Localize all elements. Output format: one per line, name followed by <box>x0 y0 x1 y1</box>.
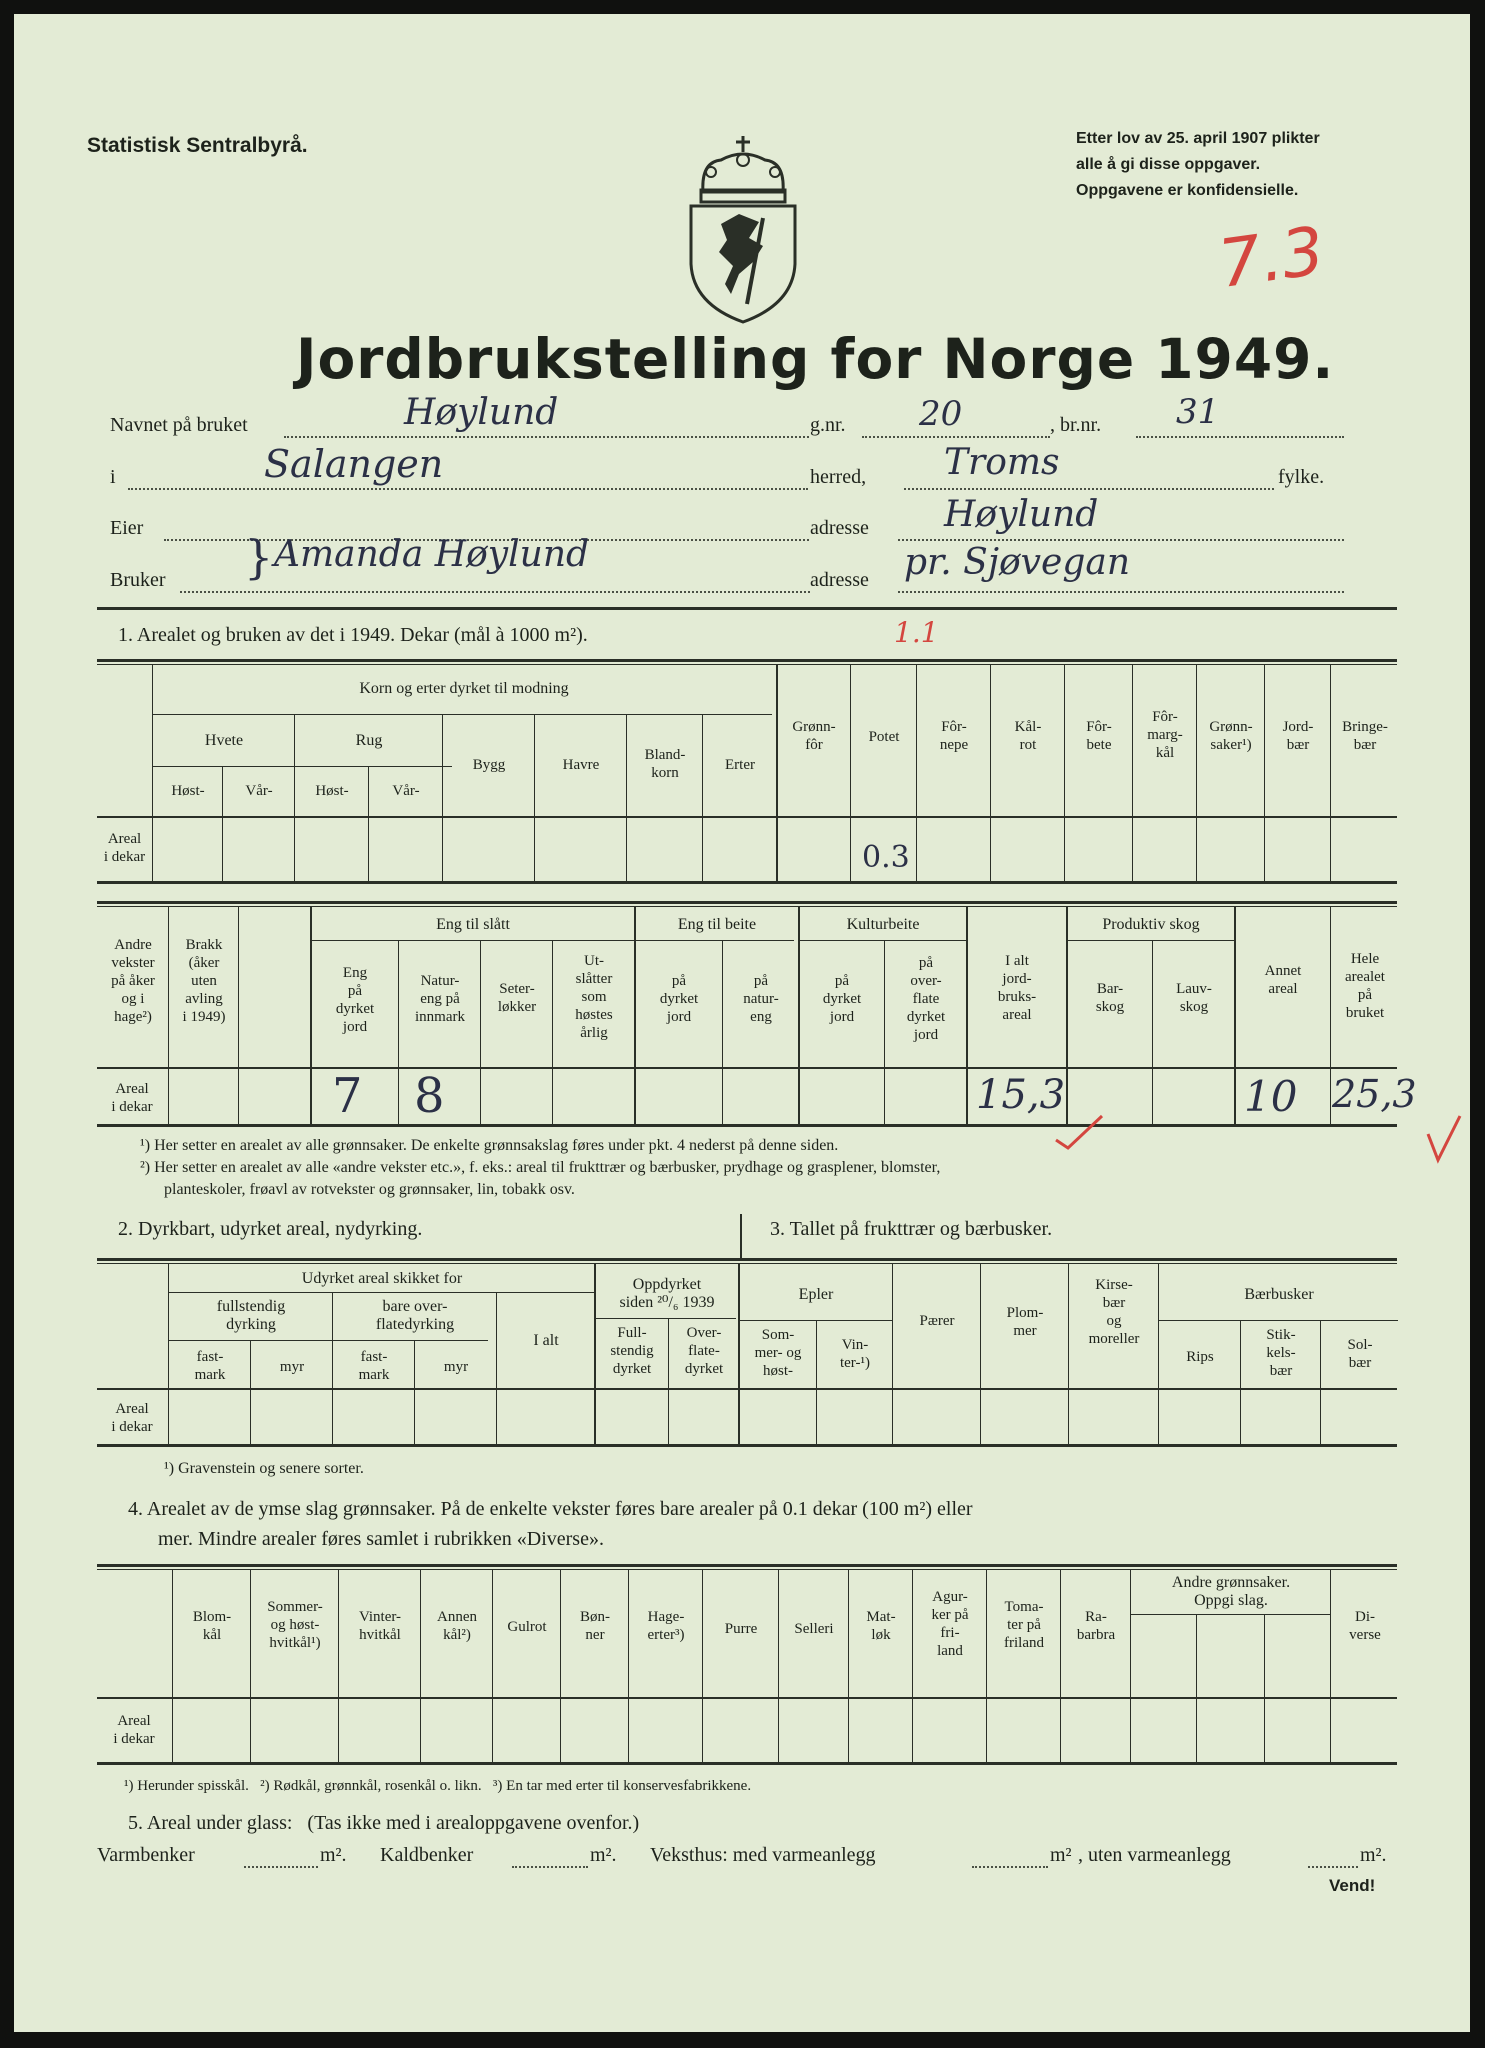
col-bygg: Bygg <box>472 757 506 773</box>
col-i-alt: I alt jord- bruks- areal <box>997 953 1037 1023</box>
col-korn-group: Korn og erter dyrket til modning <box>359 680 569 697</box>
col-jordbaer: Jord- bær <box>1282 719 1314 753</box>
col-rug-var: Vår- <box>392 783 420 799</box>
footnote-section2: ¹) Gravenstein og senere sorter. <box>164 1460 364 1477</box>
row-label-2: Areal i dekar <box>111 1401 153 1435</box>
municipality-value[interactable]: Salangen <box>264 442 444 486</box>
col-gronnfor: Grønn- fôr <box>792 719 836 753</box>
col-bringebaer: Bringe- bær <box>1342 719 1388 753</box>
varmbenker-line[interactable] <box>244 1866 318 1868</box>
kaldbenker-unit: m². <box>590 1844 617 1866</box>
veksthus-label: Veksthus: med varmeanlegg <box>650 1844 876 1866</box>
form-sheet <box>14 14 1470 2032</box>
col-eng-slatt: Eng til slått <box>436 916 510 933</box>
col-erter: Erter <box>725 757 755 773</box>
in-label: i <box>110 466 116 488</box>
col-blomkal: Blom- kål <box>192 1609 232 1643</box>
check-icon <box>1054 1110 1104 1150</box>
potet-value[interactable]: 0.3 <box>862 840 910 875</box>
kaldbenker-line[interactable] <box>512 1866 588 1868</box>
hele-value[interactable]: 25,3 <box>1332 1072 1417 1116</box>
col-rips: Rips <box>1186 1349 1214 1365</box>
form-title: Jordbrukstelling for Norge 1949. <box>296 327 1335 391</box>
section4-heading-2: mer. Mindre arealer føres samlet i rubrikken «Diverse». <box>158 1528 604 1550</box>
col-annet: Annet areal <box>1264 963 1302 997</box>
col-eng-dyrket: Eng på dyrket jord <box>335 965 375 1035</box>
section1-heading: 1. Arealet og bruken av det i 1949. Dekar (mål à 1000 m²). <box>118 624 588 646</box>
footnote-1: ¹) Her setter en arealet av alle grønnsaker. De enkelte grønnsakslag føres under pkt. 4 nederst på denne siden. <box>140 1137 839 1154</box>
col-barskog: Bar- skog <box>1095 981 1125 1015</box>
col-fornepe: Fôr- nepe <box>939 719 969 753</box>
col-rabarbra: Ra- barbra <box>1076 1609 1116 1643</box>
section2-heading: 2. Dyrkbart, udyrket areal, nydyrking. <box>118 1218 423 1240</box>
col-plommer: Plom- mer <box>1006 1305 1044 1339</box>
legal-line-1: Etter lov av 25. april 1907 plikter <box>1076 130 1320 147</box>
col-hele: Hele arealet på bruket <box>1345 951 1385 1021</box>
eng-dyrket-value[interactable]: 7 <box>332 1068 363 1124</box>
col-andre-gronnsaker: Andre grønnsaker. Oppgi slag. <box>1171 1574 1291 1609</box>
divider <box>740 1214 742 1258</box>
col-rug-host: Høst- <box>315 783 349 799</box>
col-brakk: Brakk (åker uten avling i 1949) <box>182 937 226 1025</box>
brnr-value[interactable]: 31 <box>1176 392 1220 432</box>
row-label-a: Areal i dekar <box>103 831 146 865</box>
norwegian-coat-of-arms-icon <box>681 134 805 324</box>
col-produktiv-skog: Produktiv skog <box>1102 916 1200 933</box>
footnote-2: ²) Her setter en arealet av alle «andre vekster etc.», f. eks.: areal til frukttrær og bærbusker, prydhage og grasplener, blomster, <box>140 1159 941 1176</box>
col-forbete: Fôr- bete <box>1086 719 1112 753</box>
col-havre: Havre <box>562 757 600 773</box>
brnr-line <box>1136 436 1344 438</box>
col-vinter: Vin- ter-¹) <box>839 1337 870 1371</box>
publisher: Statistisk Sentralbyrå. <box>87 134 308 157</box>
col-bonner: Bøn- ner <box>580 1609 610 1643</box>
varmbenker-unit: m². <box>320 1844 347 1866</box>
col-selleri: Selleri <box>794 1621 834 1637</box>
coat-of-arms <box>681 134 805 324</box>
i-alt-value[interactable]: 15,3 <box>976 1072 1066 1118</box>
col-overflate-dyrket: Over- flate- dyrket <box>684 1325 724 1377</box>
footnote-2b: planteskoler, frøavl av rotvekster og grønnsaker, lin, tobakk osv. <box>164 1181 575 1198</box>
col-purre: Purre <box>724 1621 758 1637</box>
vend-label: Vend! <box>1329 1876 1376 1895</box>
row-label-b: Areal i dekar <box>111 1081 153 1115</box>
gnr-line <box>862 436 1050 438</box>
owner-address-value[interactable]: Høylund <box>944 494 1099 535</box>
farm-name-line <box>284 436 809 438</box>
col-blandkorn: Bland- korn <box>644 747 686 781</box>
section5-heading: 5. Areal under glass: (Tas ikke med i arealoppgavene ovenfor.) <box>128 1812 640 1834</box>
herred-label: herred, <box>810 466 867 488</box>
col-sommer: Som- mer- og høst- <box>754 1327 802 1379</box>
varmbenker-label: Varmbenker <box>97 1844 195 1866</box>
margin-note: 7.3 <box>1214 212 1329 303</box>
user-line <box>180 591 810 593</box>
col-beite-dyrket: på dyrket jord <box>659 973 699 1025</box>
gnr-value[interactable]: 20 <box>919 394 963 434</box>
col-lauvskog: Lauv- skog <box>1176 981 1212 1015</box>
col-agurker: Agur- ker på fri- land <box>931 1589 969 1659</box>
fylke-label: fylke. <box>1278 466 1325 488</box>
col-formargkal: Fôr- marg- kål <box>1147 709 1183 761</box>
col-oppdyrket: Oppdyrket siden ²⁰/₆ 1939 <box>619 1276 715 1311</box>
col-eng-beite: Eng til beite <box>677 916 757 933</box>
col-hvete-host: Høst- <box>171 783 205 799</box>
col-beite-natur: på natur- eng <box>743 973 779 1025</box>
veksthus-unit: m² <box>1050 1844 1072 1866</box>
user-address-value[interactable]: pr. Sjøvegan <box>904 542 1131 583</box>
col-paerer: Pærer <box>919 1313 955 1329</box>
col-kirsebaer: Kirse- bær og moreller <box>1088 1277 1140 1347</box>
col-fastmark-1: fast- mark <box>194 1349 226 1383</box>
gnr-label: g.nr. <box>810 414 846 436</box>
col-solbaer: Sol- bær <box>1347 1337 1373 1371</box>
col-naturang: Natur- eng på innmark <box>415 973 465 1025</box>
section4-heading-1: 4. Arealet av de ymse slag grønnsaker. På de enkelte vekster føres bare arealer på 0.1 dekar (100 m²) eller <box>128 1498 973 1520</box>
col-kb-overflate: på over- flate dyrket jord <box>906 955 946 1043</box>
section1-mark: 1.1 <box>894 616 939 649</box>
col-stikkelsbaer: Stik- kels- bær <box>1266 1327 1296 1379</box>
col-matlok: Mat- løk <box>866 1609 896 1643</box>
naturang-value[interactable]: 8 <box>414 1068 445 1124</box>
col-myr-1: myr <box>279 1359 305 1375</box>
col-hageerter: Hage- erter³) <box>647 1609 685 1643</box>
col-kalrot: Kål- rot <box>1014 719 1042 753</box>
uten-unit: m². <box>1360 1844 1387 1866</box>
col-hvete-var: Vår- <box>245 783 273 799</box>
col-fastmark-2: fast- mark <box>358 1349 390 1383</box>
col-fullstendig: fullstendig dyrking <box>216 1298 286 1333</box>
owner-address-line <box>898 539 1344 541</box>
municipality-line <box>128 488 808 490</box>
col-kb-dyrket: på dyrket jord <box>822 973 862 1025</box>
col-epler: Epler <box>798 1286 834 1303</box>
col-i-alt-2: I alt <box>533 1332 559 1349</box>
col-sommerhvitkal: Sommer- og høst- hvitkål¹) <box>267 1599 323 1651</box>
section3-heading: 3. Tallet på frukttrær og bærbusker. <box>770 1218 1053 1240</box>
col-gronnsaker: Grønn- saker¹) <box>1209 719 1253 753</box>
col-potet: Potet <box>868 729 900 745</box>
col-bare-over: bare over- flatedyrking <box>375 1298 455 1333</box>
col-kulturbeite: Kulturbeite <box>846 916 920 933</box>
col-baerbusker: Bærbusker <box>1244 1286 1314 1303</box>
user-address-line <box>898 591 1344 593</box>
farm-name-label: Navnet på bruket <box>110 414 248 436</box>
col-tomater: Toma- ter på friland <box>1004 1599 1044 1651</box>
row-label-4: Areal i dekar <box>113 1713 155 1747</box>
user-address-label: adresse <box>810 569 869 591</box>
legal-line-2: alle å gi disse oppgaver. <box>1076 156 1261 173</box>
kaldbenker-label: Kaldbenker <box>380 1844 474 1866</box>
col-udyrket: Udyrket areal skikket for <box>301 1270 463 1287</box>
footnote-section4: ¹) Herunder spisskål. ²) Rødkål, grønnkål, rosenkål o. likn. ³) En tar med erter til konservesfabrikkene. <box>124 1778 752 1794</box>
col-myr-2: myr <box>443 1359 469 1375</box>
rule <box>97 607 1397 610</box>
farm-name-value[interactable]: Høylund <box>404 392 559 433</box>
county-value[interactable]: Troms <box>944 442 1060 483</box>
col-gulrot: Gulrot <box>507 1619 547 1635</box>
veksthus-line[interactable] <box>972 1866 1048 1868</box>
col-vinterhvitkal: Vinter- hvitkål <box>358 1609 402 1643</box>
col-seterlokker: Seter- løkker <box>497 981 537 1015</box>
col-diverse: Di- verse <box>1349 1609 1381 1643</box>
owner-user-value[interactable]: Amanda Høylund <box>274 534 590 575</box>
brnr-label: , br.nr. <box>1050 414 1102 436</box>
col-utslatter: Ut- slåtter som høstes årlig <box>575 953 613 1041</box>
user-label: Bruker <box>110 569 166 591</box>
owner-address-label: adresse <box>810 517 869 539</box>
owner-label: Eier <box>110 517 144 539</box>
county-line <box>904 488 1274 490</box>
col-fullstendig-dyrket: Full- stendig dyrket <box>610 1325 654 1377</box>
uten-label: , uten varmeanlegg <box>1078 1844 1231 1866</box>
check-icon-2 <box>1424 1114 1464 1164</box>
uten-line[interactable] <box>1308 1866 1358 1868</box>
brace-mark: } <box>244 530 274 584</box>
annet-value[interactable]: 10 <box>1244 1072 1298 1121</box>
col-rug: Rug <box>355 732 383 749</box>
col-annen-kal: Annen kål²) <box>437 1609 477 1643</box>
col-andre-vekster: Andre vekster på åker og i hage²) <box>111 937 155 1025</box>
col-hvete: Hvete <box>204 732 244 749</box>
legal-notice <box>1076 126 1320 204</box>
legal-line-3: Oppgavene er konfidensielle. <box>1076 182 1299 199</box>
